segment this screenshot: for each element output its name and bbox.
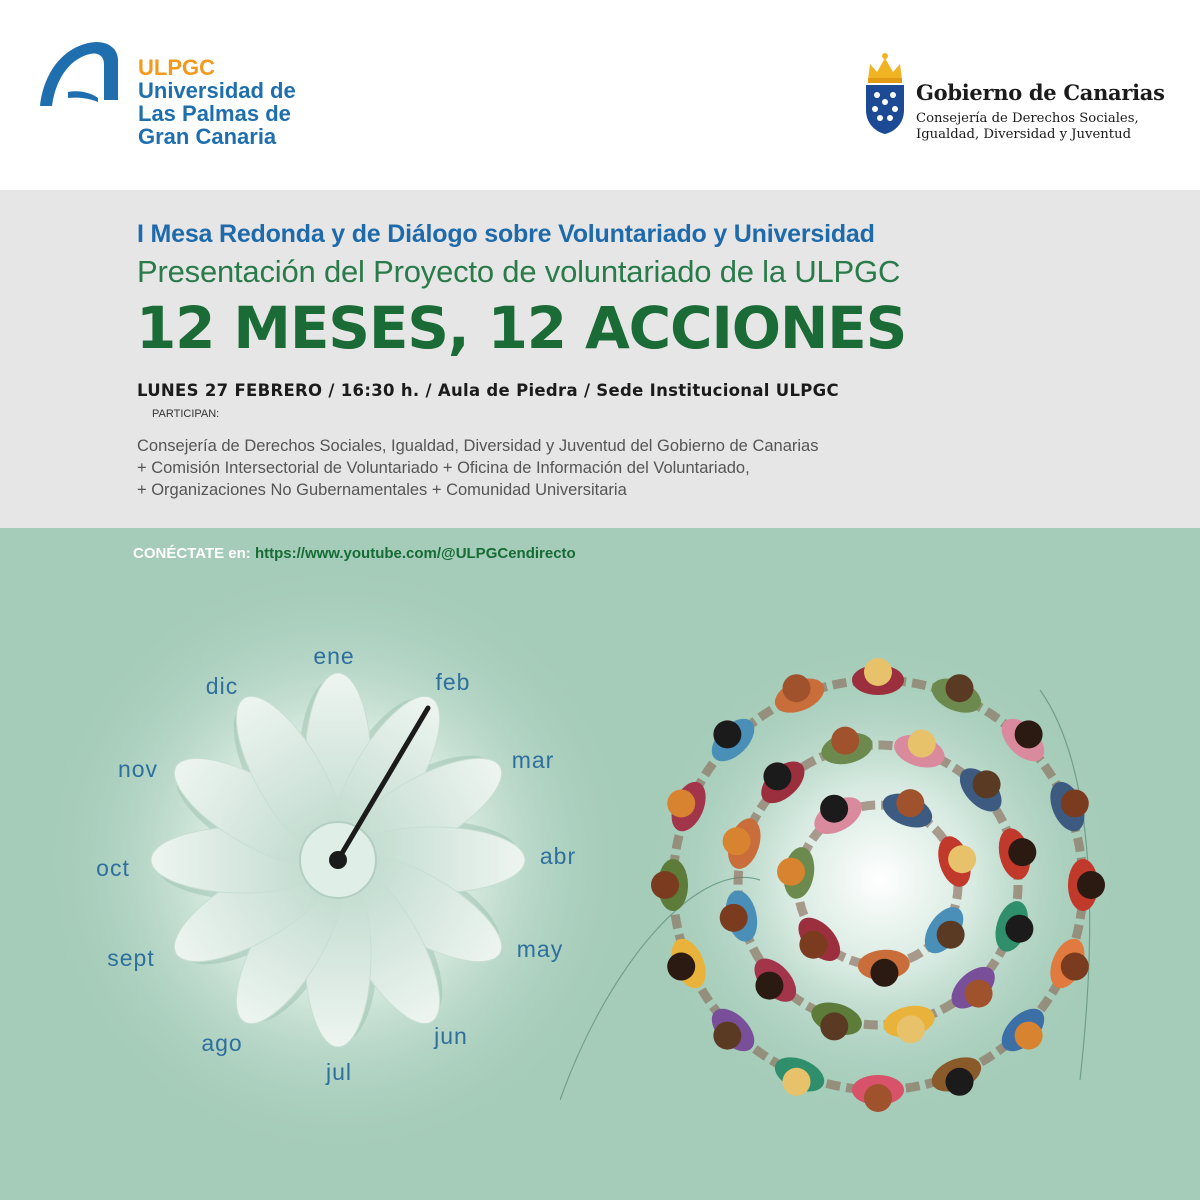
person-head [799, 931, 827, 959]
person-head [820, 1012, 848, 1040]
person-head [965, 980, 993, 1008]
person-head [937, 921, 965, 949]
clock-pin [329, 851, 347, 869]
person-head [723, 827, 751, 855]
month-label: abr [539, 843, 577, 869]
month-label: ago [201, 1030, 243, 1056]
participants-list [137, 435, 818, 501]
ulpgc-wordmark [138, 56, 296, 148]
event-date-location: LUNES 27 FEBRERO / 16:30 h. / Aula de Piedra / Sede Institucional ULPGC [137, 381, 839, 400]
month-label: nov [117, 756, 159, 782]
person-head [667, 789, 695, 817]
person-head [820, 795, 848, 823]
person-head [763, 762, 791, 790]
circle-glow [640, 640, 1120, 1120]
person-head [1008, 838, 1036, 866]
person-head [946, 1068, 974, 1096]
person-head [713, 720, 741, 748]
ulpgc-logo-icon [38, 40, 118, 110]
month-label: oct [96, 855, 130, 881]
participant-line: Consejería de Derechos Sociales, Igualdad, Diversidad y Juventud del Gobierno de Canarias [137, 437, 819, 455]
person-head [946, 674, 974, 702]
gobierno-department-line: Consejería de Derechos Sociales, [916, 111, 1139, 126]
person-head [667, 953, 695, 981]
person-head [651, 871, 679, 899]
person-head [896, 789, 924, 817]
event-title: 12 MESES, 12 ACCIONES [136, 294, 907, 362]
person-head [897, 1015, 925, 1043]
month-label: may [516, 936, 564, 962]
month-label: sept [107, 945, 155, 971]
person-head [720, 904, 748, 932]
gobierno-wordmark [916, 80, 1165, 143]
gobierno-title: Gobierno de Canarias [916, 80, 1165, 105]
ulpgc-short-name: ULPGC [138, 55, 215, 80]
ulpgc-name-line: Gran Canaria [138, 124, 277, 149]
person-head [831, 727, 859, 755]
event-info-band [0, 190, 1200, 528]
month-label: ene [313, 643, 355, 669]
person-head [713, 1022, 741, 1050]
person-head [1015, 1022, 1043, 1050]
people-circle-illustration [560, 590, 1200, 1200]
person-head [1005, 915, 1033, 943]
ulpgc-name-line: Las Palmas de [138, 101, 291, 126]
gobierno-shield-icon [862, 50, 908, 134]
person-head [782, 674, 810, 702]
event-kicker: I Mesa Redonda y de Diálogo sobre Voluntariado y Universidad [137, 220, 875, 248]
ulpgc-name-line: Universidad de [138, 78, 296, 103]
participants-label: PARTICIPAN: [152, 408, 220, 420]
person-head [870, 959, 898, 987]
person-head [1077, 871, 1105, 899]
connect-label: CONÉCTATE en: [133, 545, 251, 562]
page-header [0, 0, 1200, 190]
person-head [973, 770, 1001, 798]
person-head [864, 1084, 892, 1112]
month-label: dic [205, 673, 239, 699]
participant-line: + Organizaciones No Gubernamentales + Comunidad Universitaria [137, 481, 627, 499]
person-head [1061, 789, 1089, 817]
person-head [948, 845, 976, 873]
month-label: jun [434, 1023, 468, 1049]
month-label: jul [325, 1059, 353, 1085]
person-head [1015, 720, 1043, 748]
person-head [1061, 953, 1089, 981]
youtube-link[interactable]: https://www.youtube.com/@ULPGCendirecto [254, 545, 576, 562]
month-label: feb [435, 669, 471, 695]
person-head [864, 658, 892, 686]
person-head [755, 972, 783, 1000]
event-subtitle: Presentación del Proyecto de voluntariado de la ULPGC [137, 254, 901, 289]
participant-line: + Comisión Intersectorial de Voluntariado + Oficina de Información del Voluntariado, [137, 459, 750, 477]
person-head [782, 1068, 810, 1096]
gobierno-department-line: Igualdad, Diversidad y Juventud [916, 127, 1132, 142]
flower-clock-illustration [0, 560, 620, 1200]
month-label: mar [511, 747, 555, 773]
person-head [777, 858, 805, 886]
person-head [908, 730, 936, 758]
